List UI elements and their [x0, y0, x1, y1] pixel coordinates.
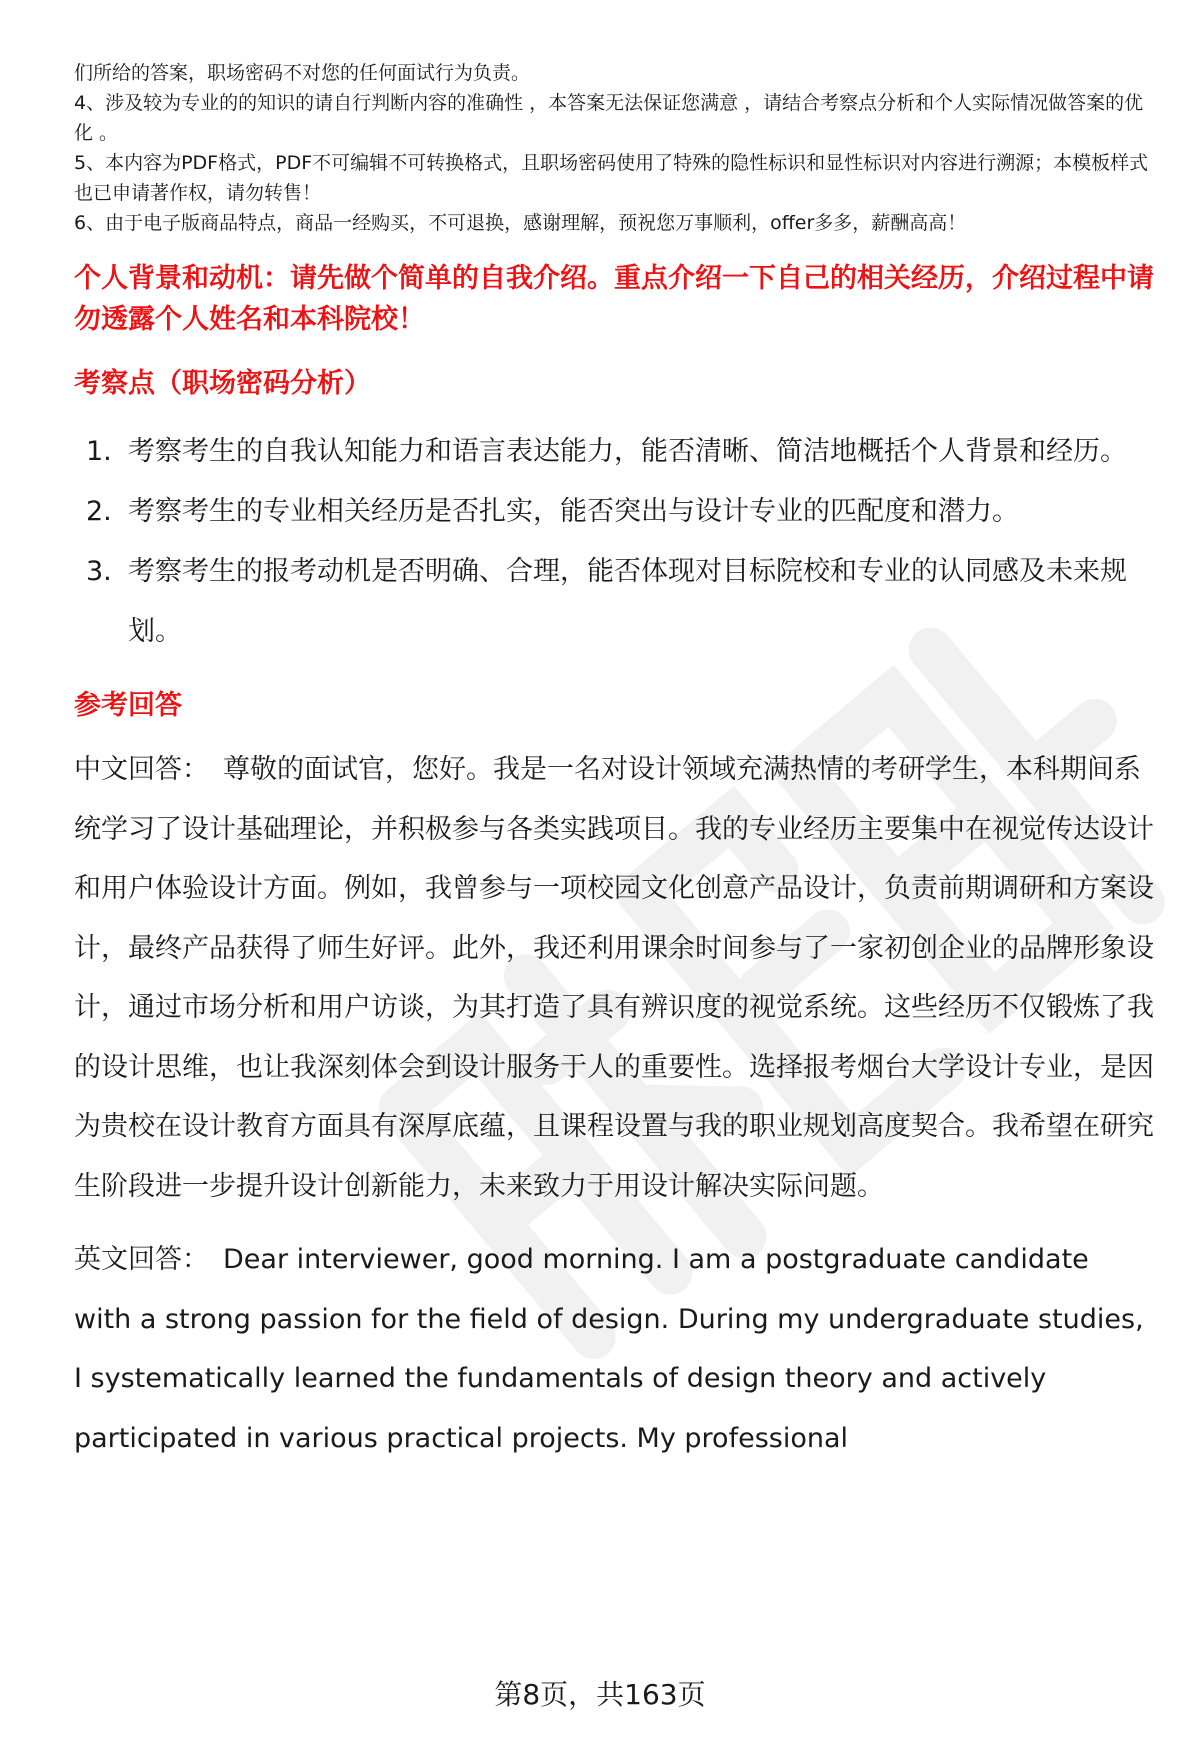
page-content [74, 58, 1154, 1468]
english-answer [74, 1230, 1154, 1468]
notice-line: 6、由于电子版商品特点，商品一经购买，不可退换，感谢理解，预祝您万事顺利，offer多多，薪酬高高！ [74, 212, 967, 234]
list-item-number: 2. [86, 496, 112, 527]
chinese-answer-label: 中文回答： [74, 754, 209, 785]
english-answer-text: Dear interviewer, good morning. I am a postgraduate candidate with a strong passion for the field of design. During my undergraduate studies, I systematically learned the fundamentals of design theory and actively participated in various practical projects. My professional [74, 1244, 1144, 1454]
english-answer-label: 英文回答： [74, 1244, 209, 1275]
list-item-text: 考察考生的自我认知能力和语言表达能力，能否清晰、简洁地概括个人背景和经历。 [128, 436, 1127, 467]
list-item-number: 1. [86, 436, 112, 467]
list-item-text: 考察考生的报考动机是否明确、合理，能否体现对目标院校和专业的认同感及未来规划。 [128, 556, 1127, 647]
interview-question: 个人背景和动机：请先做个简单的自我介绍。重点介绍一下自己的相关经历，介绍过程中请勿透露个人姓名和本科院校！ [74, 263, 1154, 335]
disclaimer-notice [74, 58, 1154, 238]
list-item [74, 422, 1154, 482]
notice-line: 4、涉及较为专业的的知识的请自行判断内容的准确性 ，本答案无法保证您满意 ，请结合考察点分析和个人实际情况做答案的优化 。 [74, 92, 1144, 144]
list-item [74, 482, 1154, 542]
page-number-footer: 第8页，共163页 [494, 1678, 706, 1711]
notice-line: 5、本内容为PDF格式，PDF不可编辑不可转换格式，且职场密码使用了特殊的隐性标识和显性标识对内容进行溯源；本模板样式也已申请著作权，请勿转售！ [74, 152, 1149, 204]
chinese-answer [74, 740, 1154, 1216]
chinese-answer-text: 尊敬的面试官，您好。我是一名对设计领域充满热情的考研学生，本科期间系统学习了设计基础理论，并积极参与各类实践项目。我的专业经历主要集中在视觉传达设计和用户体验设计方面。例如，我曾参与一项校园文化创意产品设计，负责前期调研和方案设计，最终产品获得了师生好评。此外，我还利用课余时间参与了一家初创企业的品牌形象设计，通过市场分析和用户访谈，为其打造了具有辨识度的视觉系统。这些经历不仅锻炼了我的设计思维，也让我深刻体会到设计服务于人的重要性。选择报考烟台大学设计专业，是因为贵校在设计教育方面具有深厚底蕴，且课程设置与我的职业规划高度契合。我希望在研究生阶段进一步提升设计创新能力，未来致力于用设计解决实际问题。 [74, 754, 1154, 1202]
list-item-text: 考察考生的专业相关经历是否扎实，能否突出与设计专业的匹配度和潜力。 [128, 496, 1019, 527]
list-item [74, 542, 1154, 662]
reference-answer-title: 参考回答 [74, 690, 182, 721]
list-item-number: 3. [86, 556, 112, 587]
notice-line: 们所给的答案，职场密码不对您的任何面试行为负责。 [74, 62, 531, 84]
analysis-title: 考察点（职场密码分析） [74, 368, 371, 399]
analysis-points-list [74, 422, 1154, 662]
